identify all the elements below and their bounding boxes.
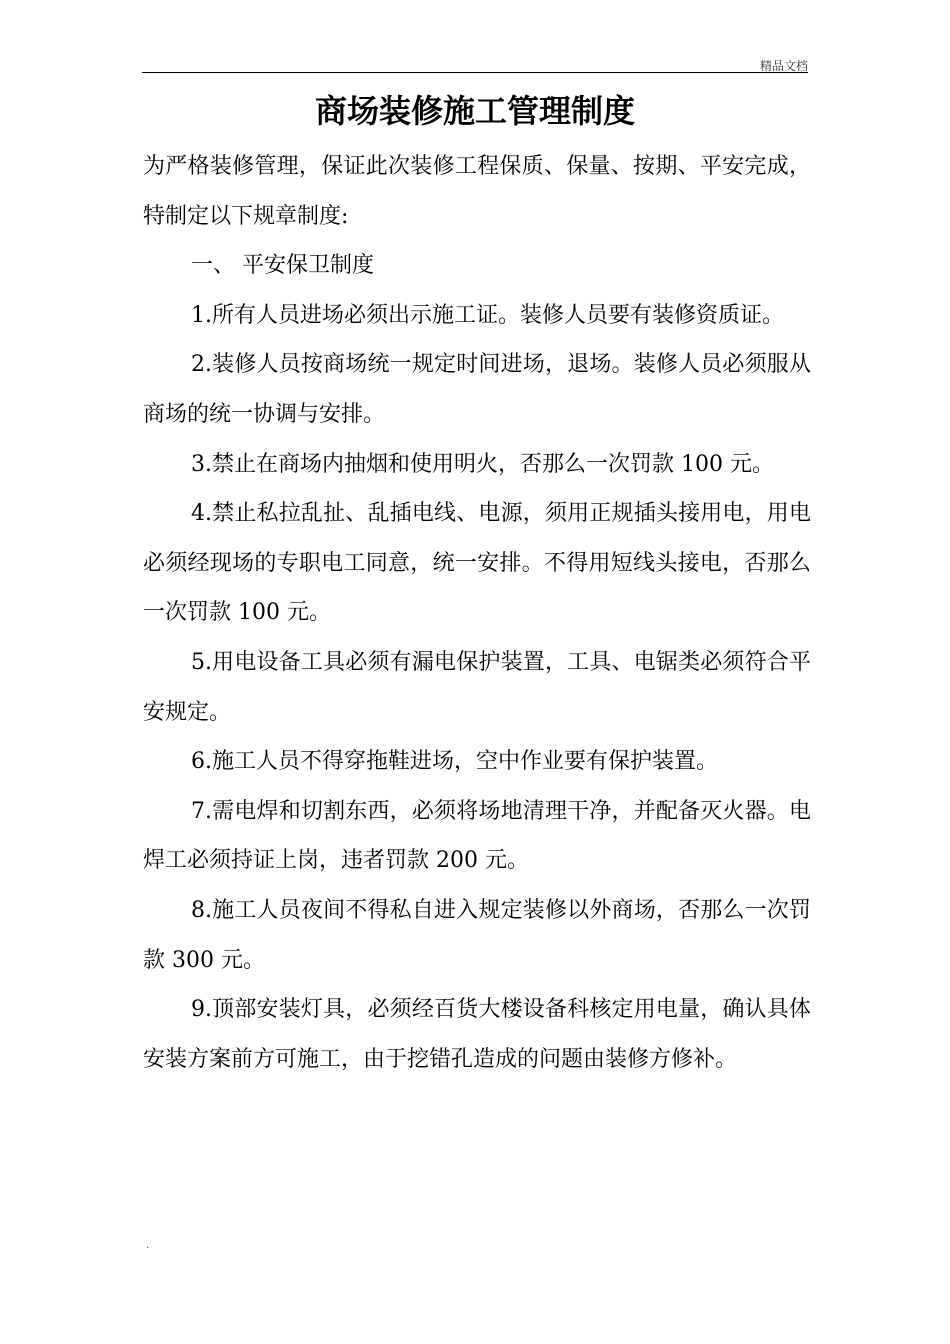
document-title: 商场装修施工管理制度: [314, 92, 635, 130]
list-item: 6.施工人员不得穿拖鞋进场，空中作业要有保护装置。: [191, 749, 718, 775]
header-label: 精品文档: [759, 59, 808, 73]
footer-mark: .: [146, 1240, 150, 1251]
document-body: [143, 142, 811, 1084]
list-item: 9.顶部安装灯具，必须经百货大楼设备科核定用电量，确认具体安装方案前方可施工，由于挖错孔造成的问题由装修方修补。: [143, 997, 811, 1072]
intro-paragraph: 为严格装修管理，保证此次装修工程保质、保量、按期、平安完成，特制定以下规章制度:: [143, 154, 811, 229]
list-item: 8.施工人员夜间不得私自进入规定装修以外商场，否那么一次罚款 300 元。: [143, 897, 811, 973]
list-item: 3.禁止在商场内抽烟和使用明火，否那么一次罚款 100 元。: [191, 451, 774, 477]
list-item: 1.所有人员进场必须出示施工证。装修人员要有装修资质证。: [191, 302, 784, 328]
list-item: 7.需电焊和切割东西，必须将场地清理干净，并配备灭火器。电焊工必须持证上岗，违者罚款 200 元。: [143, 798, 811, 874]
list-item: 4.禁止私拉乱扯、乱插电线、电源，须用正规插头接用电，用电必须经现场的专职电工同意，统一安排。不得用短线头接电，否那么一次罚款 100 元。: [143, 501, 811, 626]
header-divider: [142, 72, 808, 73]
section-heading: 一、 平安保卫制度: [191, 253, 374, 279]
list-item: 2.装修人员按商场统一规定时间进场，退场。装修人员必须服从商场的统一协调与安排。: [143, 352, 811, 427]
list-item: 5.用电设备工具必须有漏电保护装置，工具、电锯类必须符合平安规定。: [143, 649, 811, 725]
